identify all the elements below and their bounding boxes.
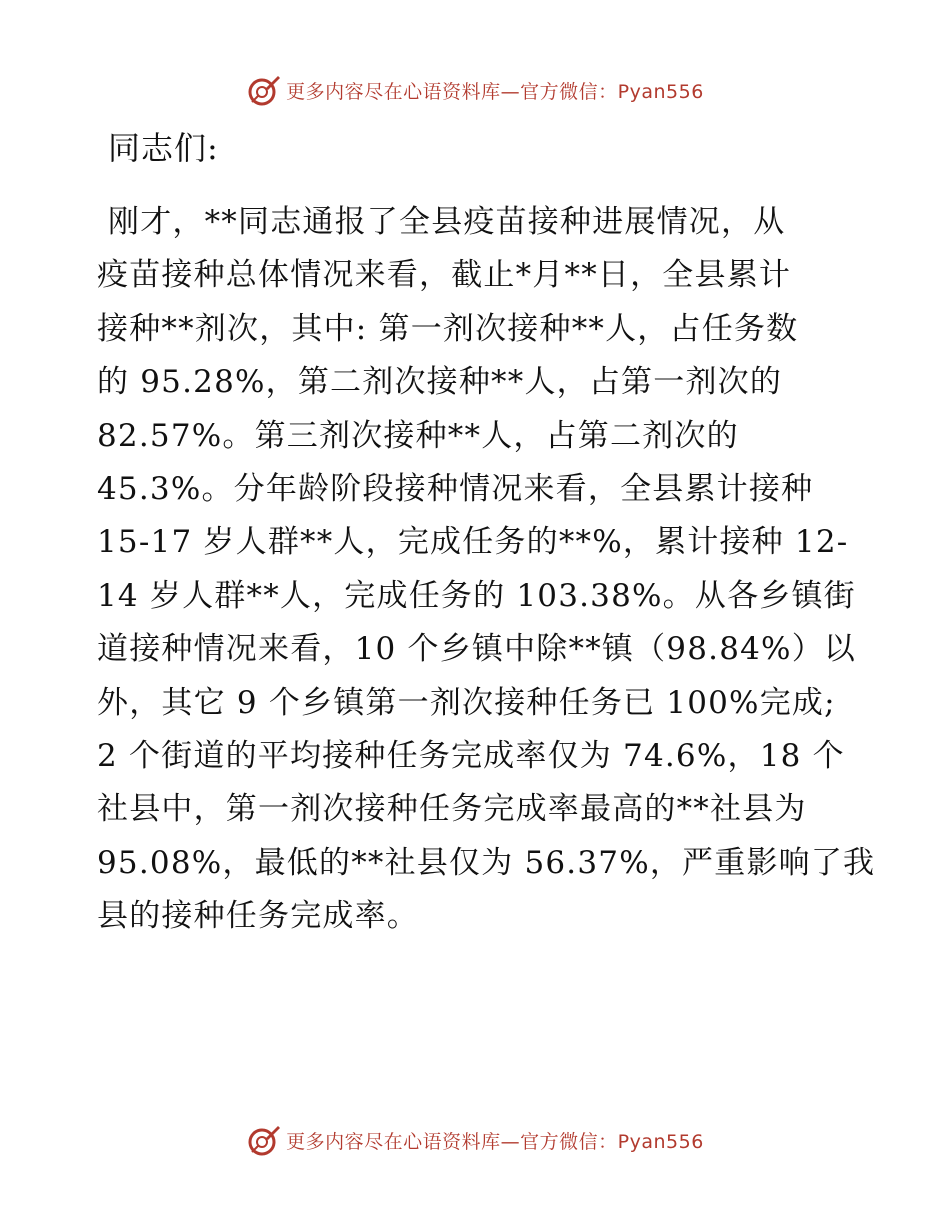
text-line: 的 95.28%，第二剂次接种**人，占第一剂次的 <box>97 364 783 401</box>
watermark-account: Pyan556 <box>617 80 704 103</box>
text-line: 刚才，**同志通报了全县疫苗接种进展情况，从 <box>108 204 786 240</box>
text-line: 接种**剂次，其中: 第一剂次接种**人，占任务数 <box>97 310 799 347</box>
text-line: 外，其它 9 个乡镇第一剂次接种任务已 100%完成; <box>97 684 836 721</box>
text-line: 95.08%，最低的**社县仅为 56.37%，严重影响了我 <box>97 844 876 881</box>
text-line: 45.3%。分年龄阶段接种情况来看，全县累计接种 <box>97 470 814 507</box>
text-line: 县的接种任务完成率。 <box>97 898 419 935</box>
pen-logo-icon <box>246 1122 282 1158</box>
text-line: 疫苗接种总体情况来看，截止*月**日，全县累计 <box>97 257 792 294</box>
text-line: 2 个街道的平均接种任务完成率仅为 74.6%，18 个 <box>97 737 845 774</box>
pen-logo-icon <box>246 72 282 108</box>
watermark-label: 更多内容尽在心语资料库—官方微信： <box>286 80 618 103</box>
watermark-account: Pyan556 <box>617 1130 704 1153</box>
text-line: 道接种情况来看，10 个乡镇中除**镇（98.84%）以 <box>97 631 857 668</box>
header-watermark <box>0 70 950 110</box>
salutation: 同志们: <box>108 129 219 167</box>
text-line: 14 岁人群**人，完成任务的 103.38%。从各乡镇街 <box>97 577 856 614</box>
text-line: 82.57%。第三剂次接种**人，占第二剂次的 <box>97 417 739 454</box>
watermark-text <box>286 77 704 104</box>
footer-watermark <box>0 1120 950 1160</box>
text-line: 社县中，第一剂次接种任务完成率最高的**社县为 <box>97 791 807 828</box>
watermark-text <box>286 1127 704 1154</box>
text-line: 15-17 岁人群**人，完成任务的**%，累计接种 12- <box>97 524 849 561</box>
watermark-label: 更多内容尽在心语资料库—官方微信： <box>286 1130 618 1153</box>
document-body <box>97 196 876 943</box>
